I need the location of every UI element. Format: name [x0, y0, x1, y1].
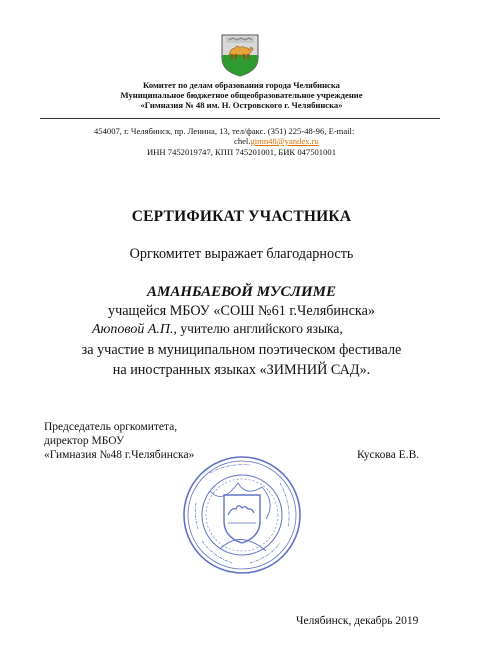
requisites-line: ИНН 7452019747, КПП 745201001, БИК 047501001: [147, 147, 336, 157]
chelyabinsk-coat-of-arms-camel-icon: [219, 33, 261, 77]
org-name-line-3: «Гимназия № 48 им. Н. Островского г. Челябинска»: [140, 100, 343, 110]
teacher-role: учителю английского языка,: [176, 321, 343, 336]
thanks-line: Оргкомитет выражает благодарность: [129, 246, 354, 262]
signatory-title-line-2: директор МБОУ: [44, 435, 125, 447]
certificate-title: СЕРТИФИКАТ УЧАСТНИКА: [131, 208, 352, 225]
participation-line-1: за участие в муниципальном поэтическом фестивале: [81, 342, 402, 358]
teacher-name: Аюповой А.П.,: [92, 322, 177, 337]
official-round-stamp-icon: [180, 453, 304, 577]
org-name-line-2: Муниципальное бюджетное общеобразовательное учреждение: [120, 90, 363, 100]
org-name-line-1: Комитет по делам образования города Челябинска: [143, 80, 340, 90]
signer-name: Кускова Е.В.: [357, 449, 420, 461]
address-line: 454007, г. Челябинск, пр. Ленина, 13, тел/факс. (351) 225-48-96, E-mail:: [94, 126, 355, 136]
signatory-title-line-1: Председатель оргкомитета,: [44, 421, 178, 433]
email-link[interactable]: gimn48@yandex.ru: [250, 136, 319, 146]
recipient-name: АМАНБАЕВОЙ МУСЛИМЕ: [147, 284, 336, 300]
header-divider: [40, 118, 440, 119]
email-prefix: chel.: [234, 136, 251, 146]
email-line: [234, 136, 319, 146]
signatory-title-line-3: «Гимназия №48 г.Челябинска»: [44, 449, 195, 461]
student-school-line: учащейся МБОУ «СОШ №61 г.Челябинска»: [107, 303, 375, 319]
teacher-line: [92, 321, 343, 338]
participation-line-2: на иностранных языках «ЗИМНИЙ САД».: [112, 362, 371, 378]
city-date: Челябинск, декабрь 2019: [296, 615, 419, 627]
